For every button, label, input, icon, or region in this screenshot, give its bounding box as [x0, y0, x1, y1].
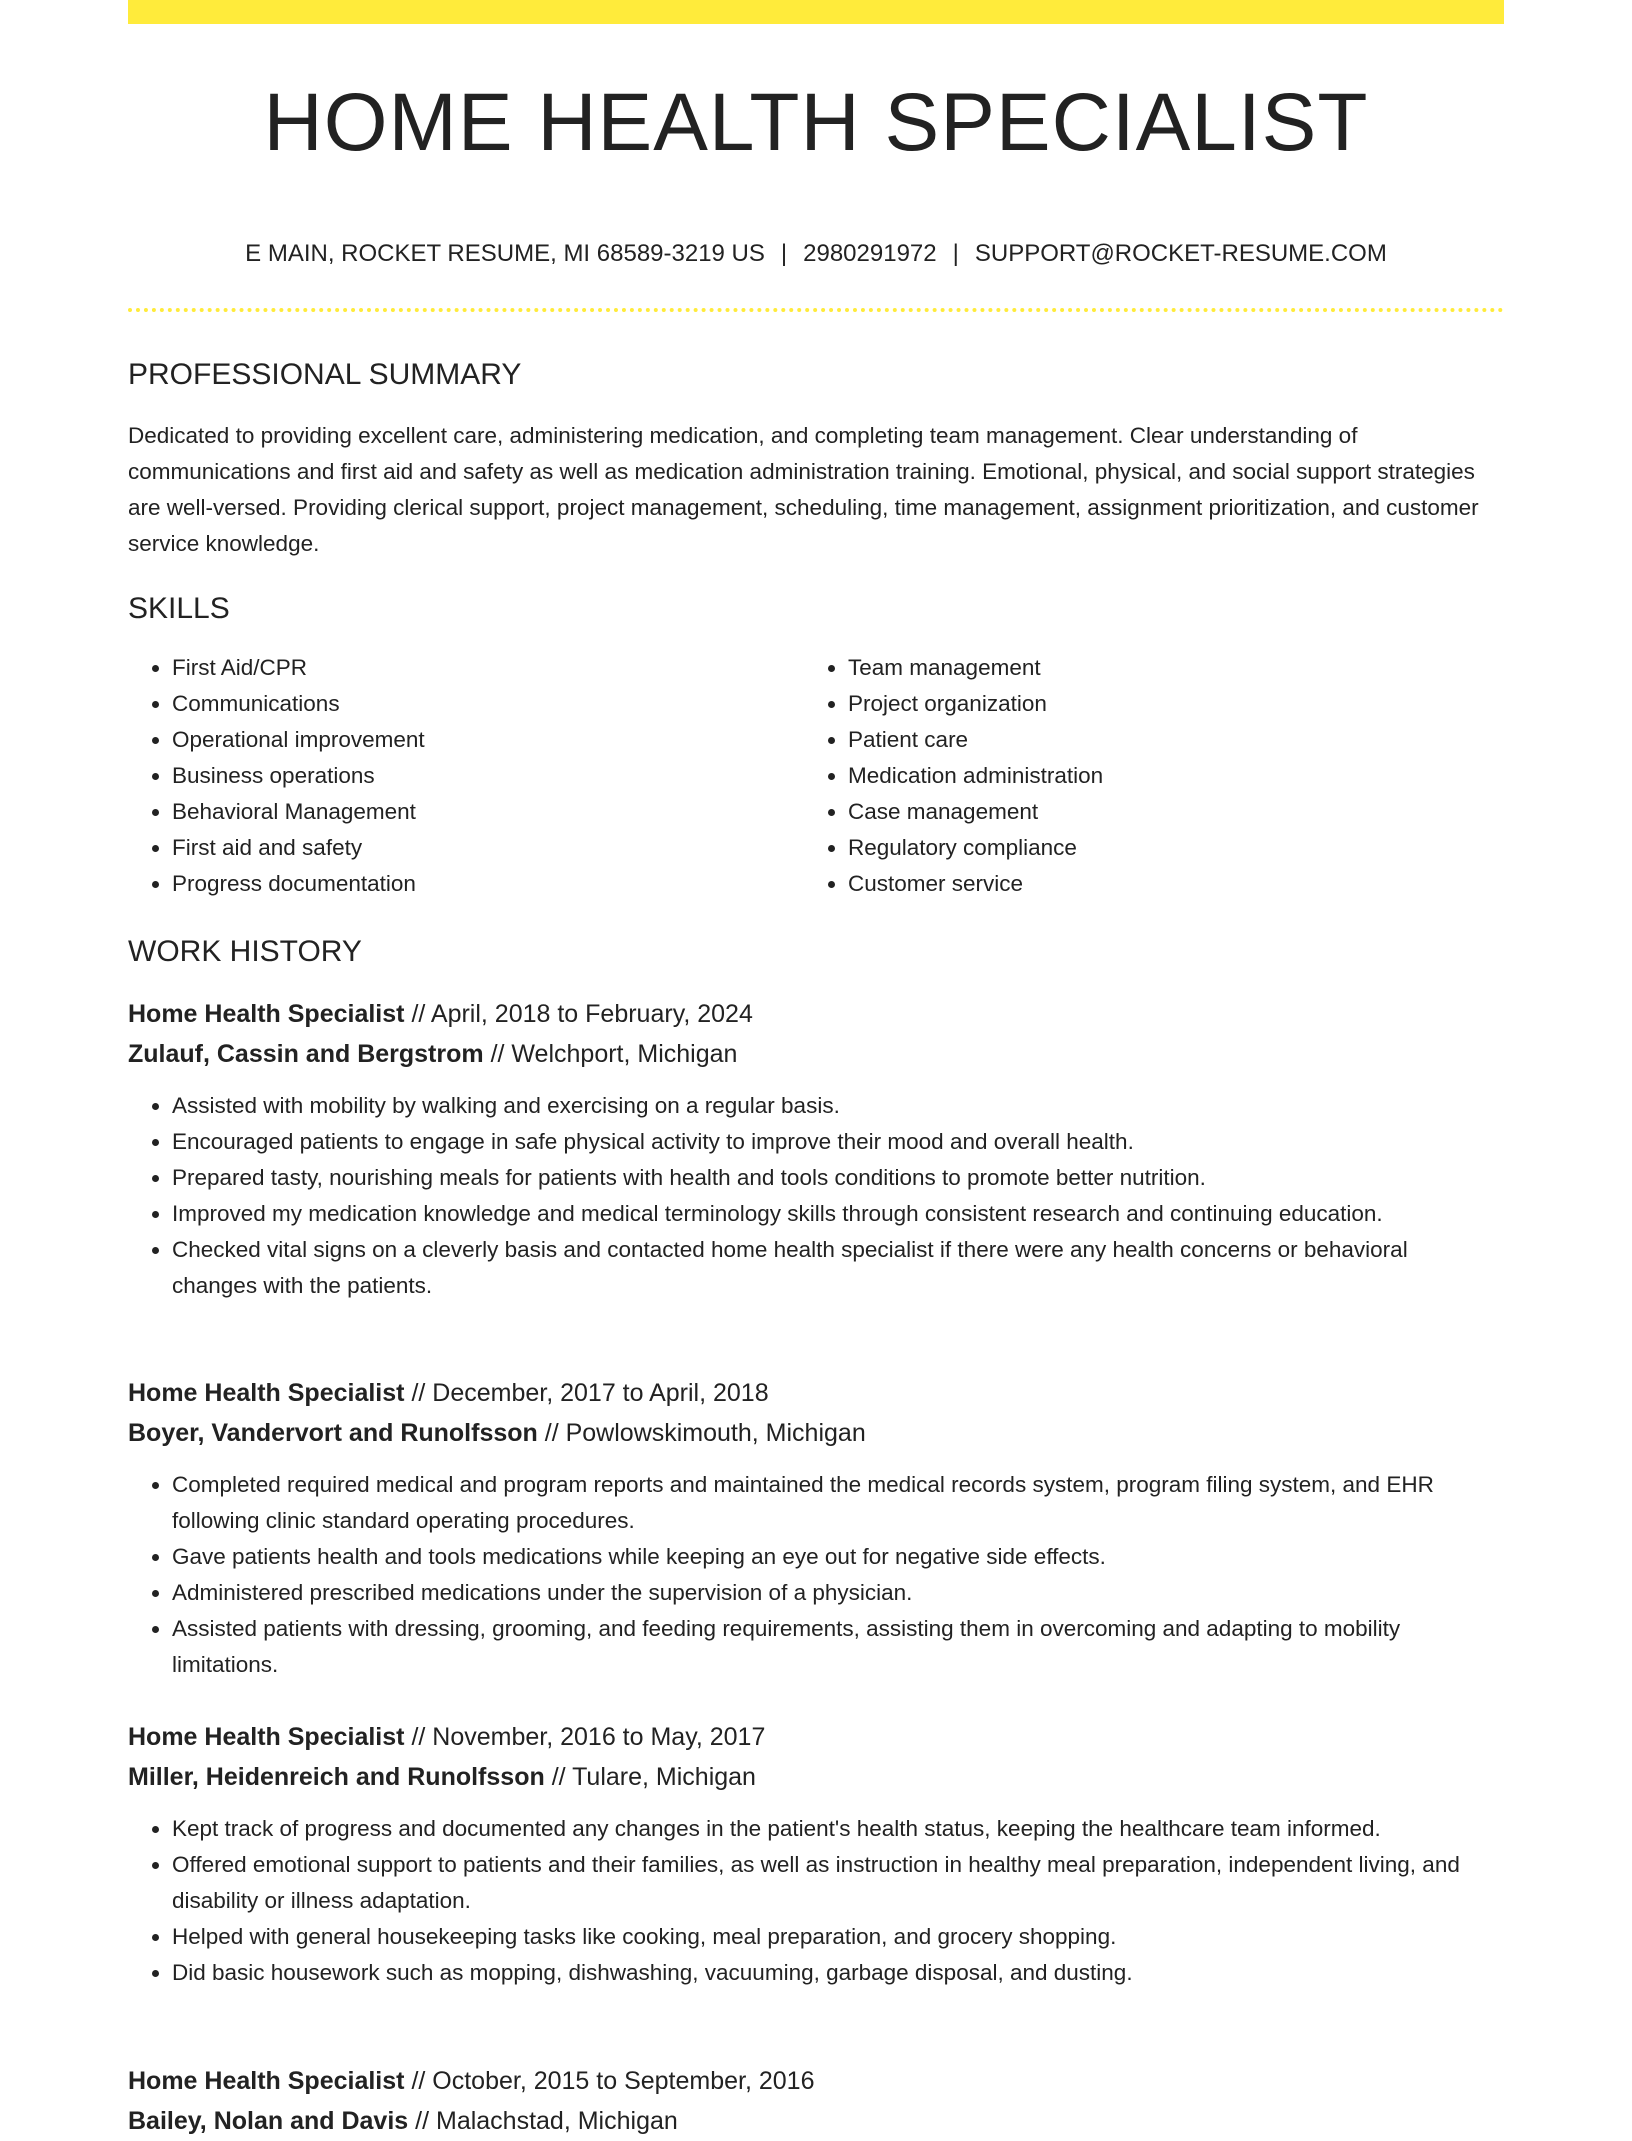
job-duty: • Encouraged patients to engage in safe physical activity to improve their mood and overall health.	[172, 1124, 1504, 1160]
skill-item: • Business operations	[172, 758, 804, 794]
skill-item: • Team management	[848, 650, 1480, 686]
skill-item: • Operational improvement	[172, 722, 804, 758]
job-duties	[128, 1811, 1504, 1991]
job-company-line	[128, 2101, 1504, 2141]
contact-email: SUPPORT@ROCKET-RESUME.COM	[974, 240, 1387, 267]
job-location: // Malachstad, Michigan	[415, 2107, 678, 2135]
job-location: // Tulare, Michigan	[551, 1763, 756, 1791]
skill-item: • Progress documentation	[172, 866, 804, 902]
summary-heading: PROFESSIONAL SUMMARY	[128, 358, 522, 391]
job-title-line	[128, 2061, 1504, 2101]
job-title: Home Health Specialist	[128, 2067, 405, 2095]
skills-column-right	[804, 650, 1480, 902]
job-duty: • Did basic housework such as mopping, dishwashing, vacuuming, garbage disposal, and dusting.	[172, 1955, 1504, 1991]
skill-item: • First aid and safety	[172, 830, 804, 866]
job-entry	[128, 1717, 1504, 1991]
work-history-heading: WORK HISTORY	[128, 935, 362, 968]
job-duties	[128, 1467, 1504, 1683]
skill-item: • Behavioral Management	[172, 794, 804, 830]
job-entry	[128, 1373, 1504, 1683]
skills-heading: SKILLS	[128, 592, 230, 625]
skills-list	[128, 650, 1504, 902]
job-duty: • Offered emotional support to patients and their families, as well as instruction in healthy meal preparation, independent living, and disability or illness adaptation.	[172, 1847, 1504, 1919]
job-company-line	[128, 1757, 1504, 1797]
job-dates: // November, 2016 to May, 2017	[411, 1723, 766, 1751]
job-title-line	[128, 1717, 1504, 1757]
page-title: HOME HEALTH SPECIALIST	[263, 77, 1369, 168]
job-title: Home Health Specialist	[128, 1723, 405, 1751]
skill-item: • Communications	[172, 686, 804, 722]
skills-column-left	[128, 650, 804, 902]
job-duty: • Checked vital signs on a cleverly basis and contacted home health specialist if there were any health concerns or behavioral changes with the patients.	[172, 1232, 1504, 1304]
job-duty: • Assisted patients with dressing, grooming, and feeding requirements, assisting them in overcoming and adapting to mobility limitations.	[172, 1611, 1504, 1683]
job-company: Bailey, Nolan and Davis	[128, 2107, 409, 2135]
job-company: Boyer, Vandervort and Runolfsson	[128, 1419, 538, 1447]
job-duty: • Kept track of progress and documented any changes in the patient's health status, keeping the healthcare team informed.	[172, 1811, 1504, 1847]
job-duties	[128, 1088, 1504, 1304]
resume-page	[128, 0, 1504, 2135]
job-entry	[128, 2061, 1504, 2141]
job-title: Home Health Specialist	[128, 1000, 405, 1028]
job-duty: • Prepared tasty, nourishing meals for patients with health and tools conditions to promote better nutrition.	[172, 1160, 1504, 1196]
job-company: Zulauf, Cassin and Bergstrom	[128, 1040, 484, 1068]
job-company-line	[128, 1034, 1504, 1074]
skill-item: • Medication administration	[848, 758, 1480, 794]
job-entry	[128, 994, 1504, 1304]
skill-item: • Patient care	[848, 722, 1480, 758]
job-duty: • Helped with general housekeeping tasks like cooking, meal preparation, and grocery shopping.	[172, 1919, 1504, 1955]
contact-separator: |	[952, 240, 959, 267]
job-duty: • Assisted with mobility by walking and exercising on a regular basis.	[172, 1088, 1504, 1124]
accent-top-bar	[128, 0, 1504, 24]
job-location: // Powlowskimouth, Michigan	[544, 1419, 866, 1447]
summary-text: Dedicated to providing excellent care, administering medication, and completing team management. Clear understanding of communications and first aid and safety as well as medication administration training. Emotional, physical, and social support strategies are well-versed. Providing clerical support, project management, scheduling, time management, assignment prioritization, and customer service knowledge.	[128, 423, 1479, 556]
job-title-line	[128, 994, 1504, 1034]
dotted-divider	[128, 308, 1504, 312]
job-duty: • Improved my medication knowledge and medical terminology skills through consistent research and continuing education.	[172, 1196, 1504, 1232]
skill-item: • Regulatory compliance	[848, 830, 1480, 866]
job-duty: • Gave patients health and tools medications while keeping an eye out for negative side effects.	[172, 1539, 1504, 1575]
job-location: // Welchport, Michigan	[490, 1040, 738, 1068]
contact-separator: |	[780, 240, 788, 267]
job-title: Home Health Specialist	[128, 1379, 405, 1407]
contact-phone: 2980291972	[803, 240, 937, 267]
job-dates: // October, 2015 to September, 2016	[411, 2067, 815, 2095]
skill-item: • First Aid/CPR	[172, 650, 804, 686]
job-duty: • Administered prescribed medications under the supervision of a physician.	[172, 1575, 1504, 1611]
contact-address: E MAIN, ROCKET RESUME, MI 68589-3219 US	[245, 240, 765, 267]
skill-item: • Customer service	[848, 866, 1480, 902]
skill-item: • Case management	[848, 794, 1480, 830]
skill-item: • Project organization	[848, 686, 1480, 722]
job-dates: // December, 2017 to April, 2018	[411, 1379, 769, 1407]
job-dates: // April, 2018 to February, 2024	[411, 1000, 753, 1028]
job-title-line	[128, 1373, 1504, 1413]
job-company: Miller, Heidenreich and Runolfsson	[128, 1763, 545, 1791]
job-duty: • Completed required medical and program reports and maintained the medical records system, program filing system, and EHR following clinic standard operating procedures.	[172, 1467, 1504, 1539]
contact-info	[128, 238, 1504, 270]
job-company-line	[128, 1413, 1504, 1453]
